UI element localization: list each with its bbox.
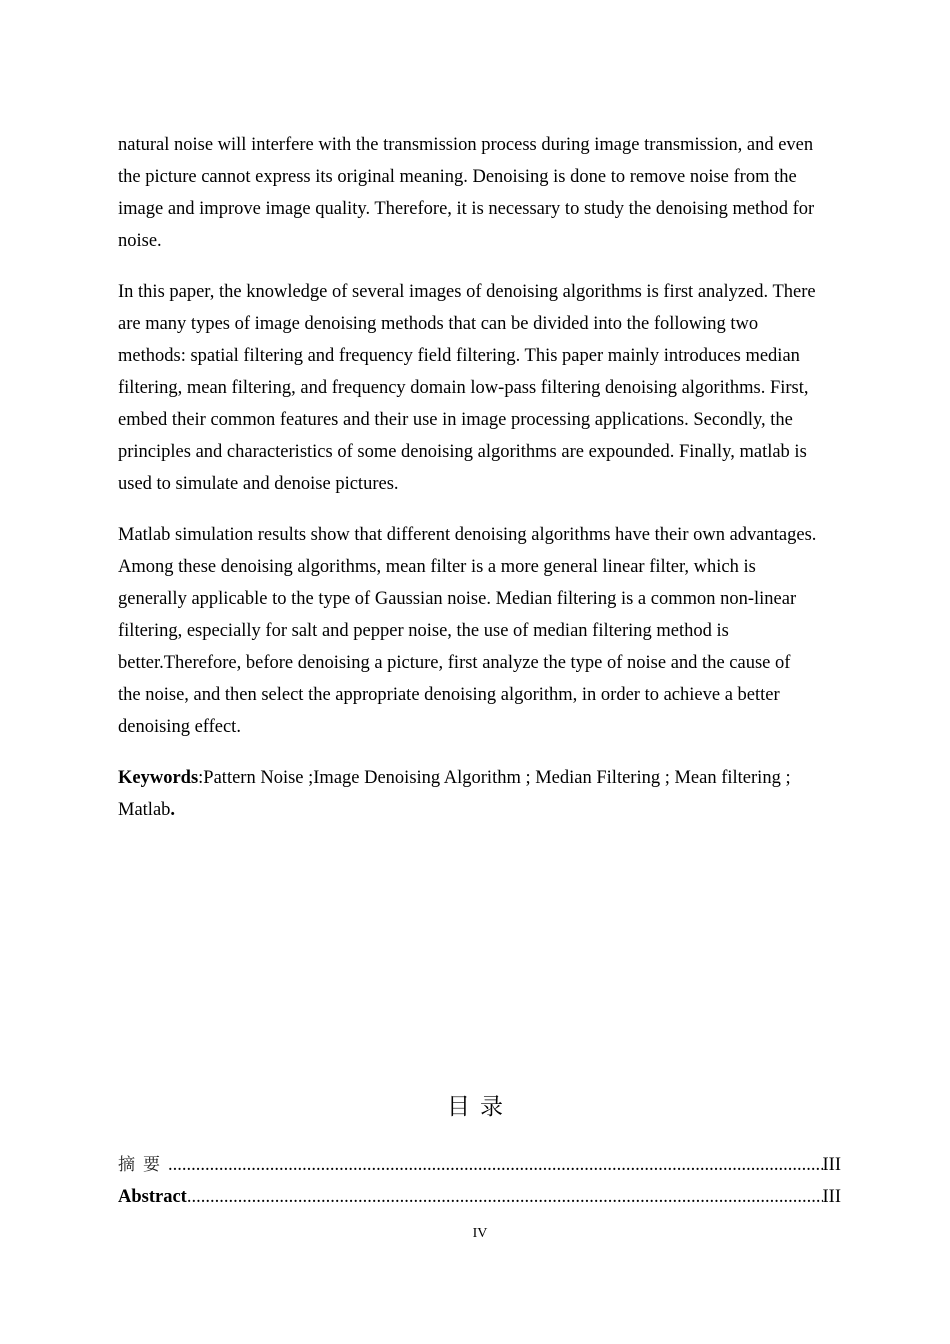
text-line: Matlab simulation results show that different denoising algorithms have their own advantages. (118, 525, 817, 545)
toc-leader-dots (168, 1149, 823, 1181)
text-line: In this paper, the knowledge of several images of denoising algorithms is first analyzed. There (118, 282, 816, 302)
toc-leader-dots (187, 1181, 823, 1213)
text-line: used to simulate and denoise pictures. (118, 474, 399, 494)
abstract-body (118, 129, 842, 845)
toc-entry-label: Abstract (118, 1187, 187, 1207)
text-line: the picture cannot express its original meaning. Denoising is done to remove noise from the (118, 167, 797, 187)
toc-entry-abstract[interactable] (118, 1181, 841, 1213)
text-line: Among these denoising algorithms, mean filter is a more general linear filter, which is (118, 557, 756, 577)
toc-entry-label: 摘要 (118, 1155, 168, 1175)
paragraph-2 (118, 276, 842, 500)
keywords (118, 762, 842, 826)
paragraph-3 (118, 519, 842, 743)
paragraph-1 (118, 129, 842, 257)
text-line: image and improve image quality. Therefore, it is necessary to study the denoising method for (118, 199, 815, 219)
text-line: embed their common features and their use in image processing applications. Secondly, the (118, 410, 793, 430)
table-of-contents (118, 1149, 841, 1213)
toc-entry-page: III (822, 1155, 841, 1175)
toc-title: 目录 (447, 1094, 513, 1120)
text-line: noise. (118, 231, 162, 251)
keywords-label: Keywords (118, 768, 199, 788)
toc-entry-abstract-cn[interactable] (118, 1149, 841, 1181)
page-number: IV (472, 1226, 488, 1241)
text-line: filtering, especially for salt and pepper noise, the use of median filtering method is (118, 621, 729, 641)
keywords-text: Matlab (118, 800, 171, 820)
text-line: are many types of image denoising methods that can be divided into the following two (118, 314, 759, 334)
text-line: methods: spatial filtering and frequency field filtering. This paper mainly introduces median (118, 346, 800, 366)
text-line: denoising effect. (118, 717, 241, 737)
text-line: filtering, mean filtering, and frequency domain low-pass filtering denoising algorithms. First, (118, 378, 809, 398)
keywords-text: :Pattern Noise ;Image Denoising Algorithm ; Median Filtering ; Mean filtering ; (198, 768, 791, 788)
text-line: generally applicable to the type of Gaussian noise. Median filtering is a common non-linear (118, 589, 797, 609)
keywords-end: . (170, 800, 176, 820)
toc-entry-page: III (822, 1187, 841, 1207)
text-line: better.Therefore, before denoising a picture, first analyze the type of noise and the cause of (118, 653, 791, 673)
text-line: the noise, and then select the appropriate denoising algorithm, in order to achieve a better (118, 685, 780, 705)
text-line: natural noise will interfere with the transmission process during image transmission, and even (118, 135, 814, 155)
text-line: principles and characteristics of some denoising algorithms are expounded. Finally, matlab is (118, 442, 807, 462)
